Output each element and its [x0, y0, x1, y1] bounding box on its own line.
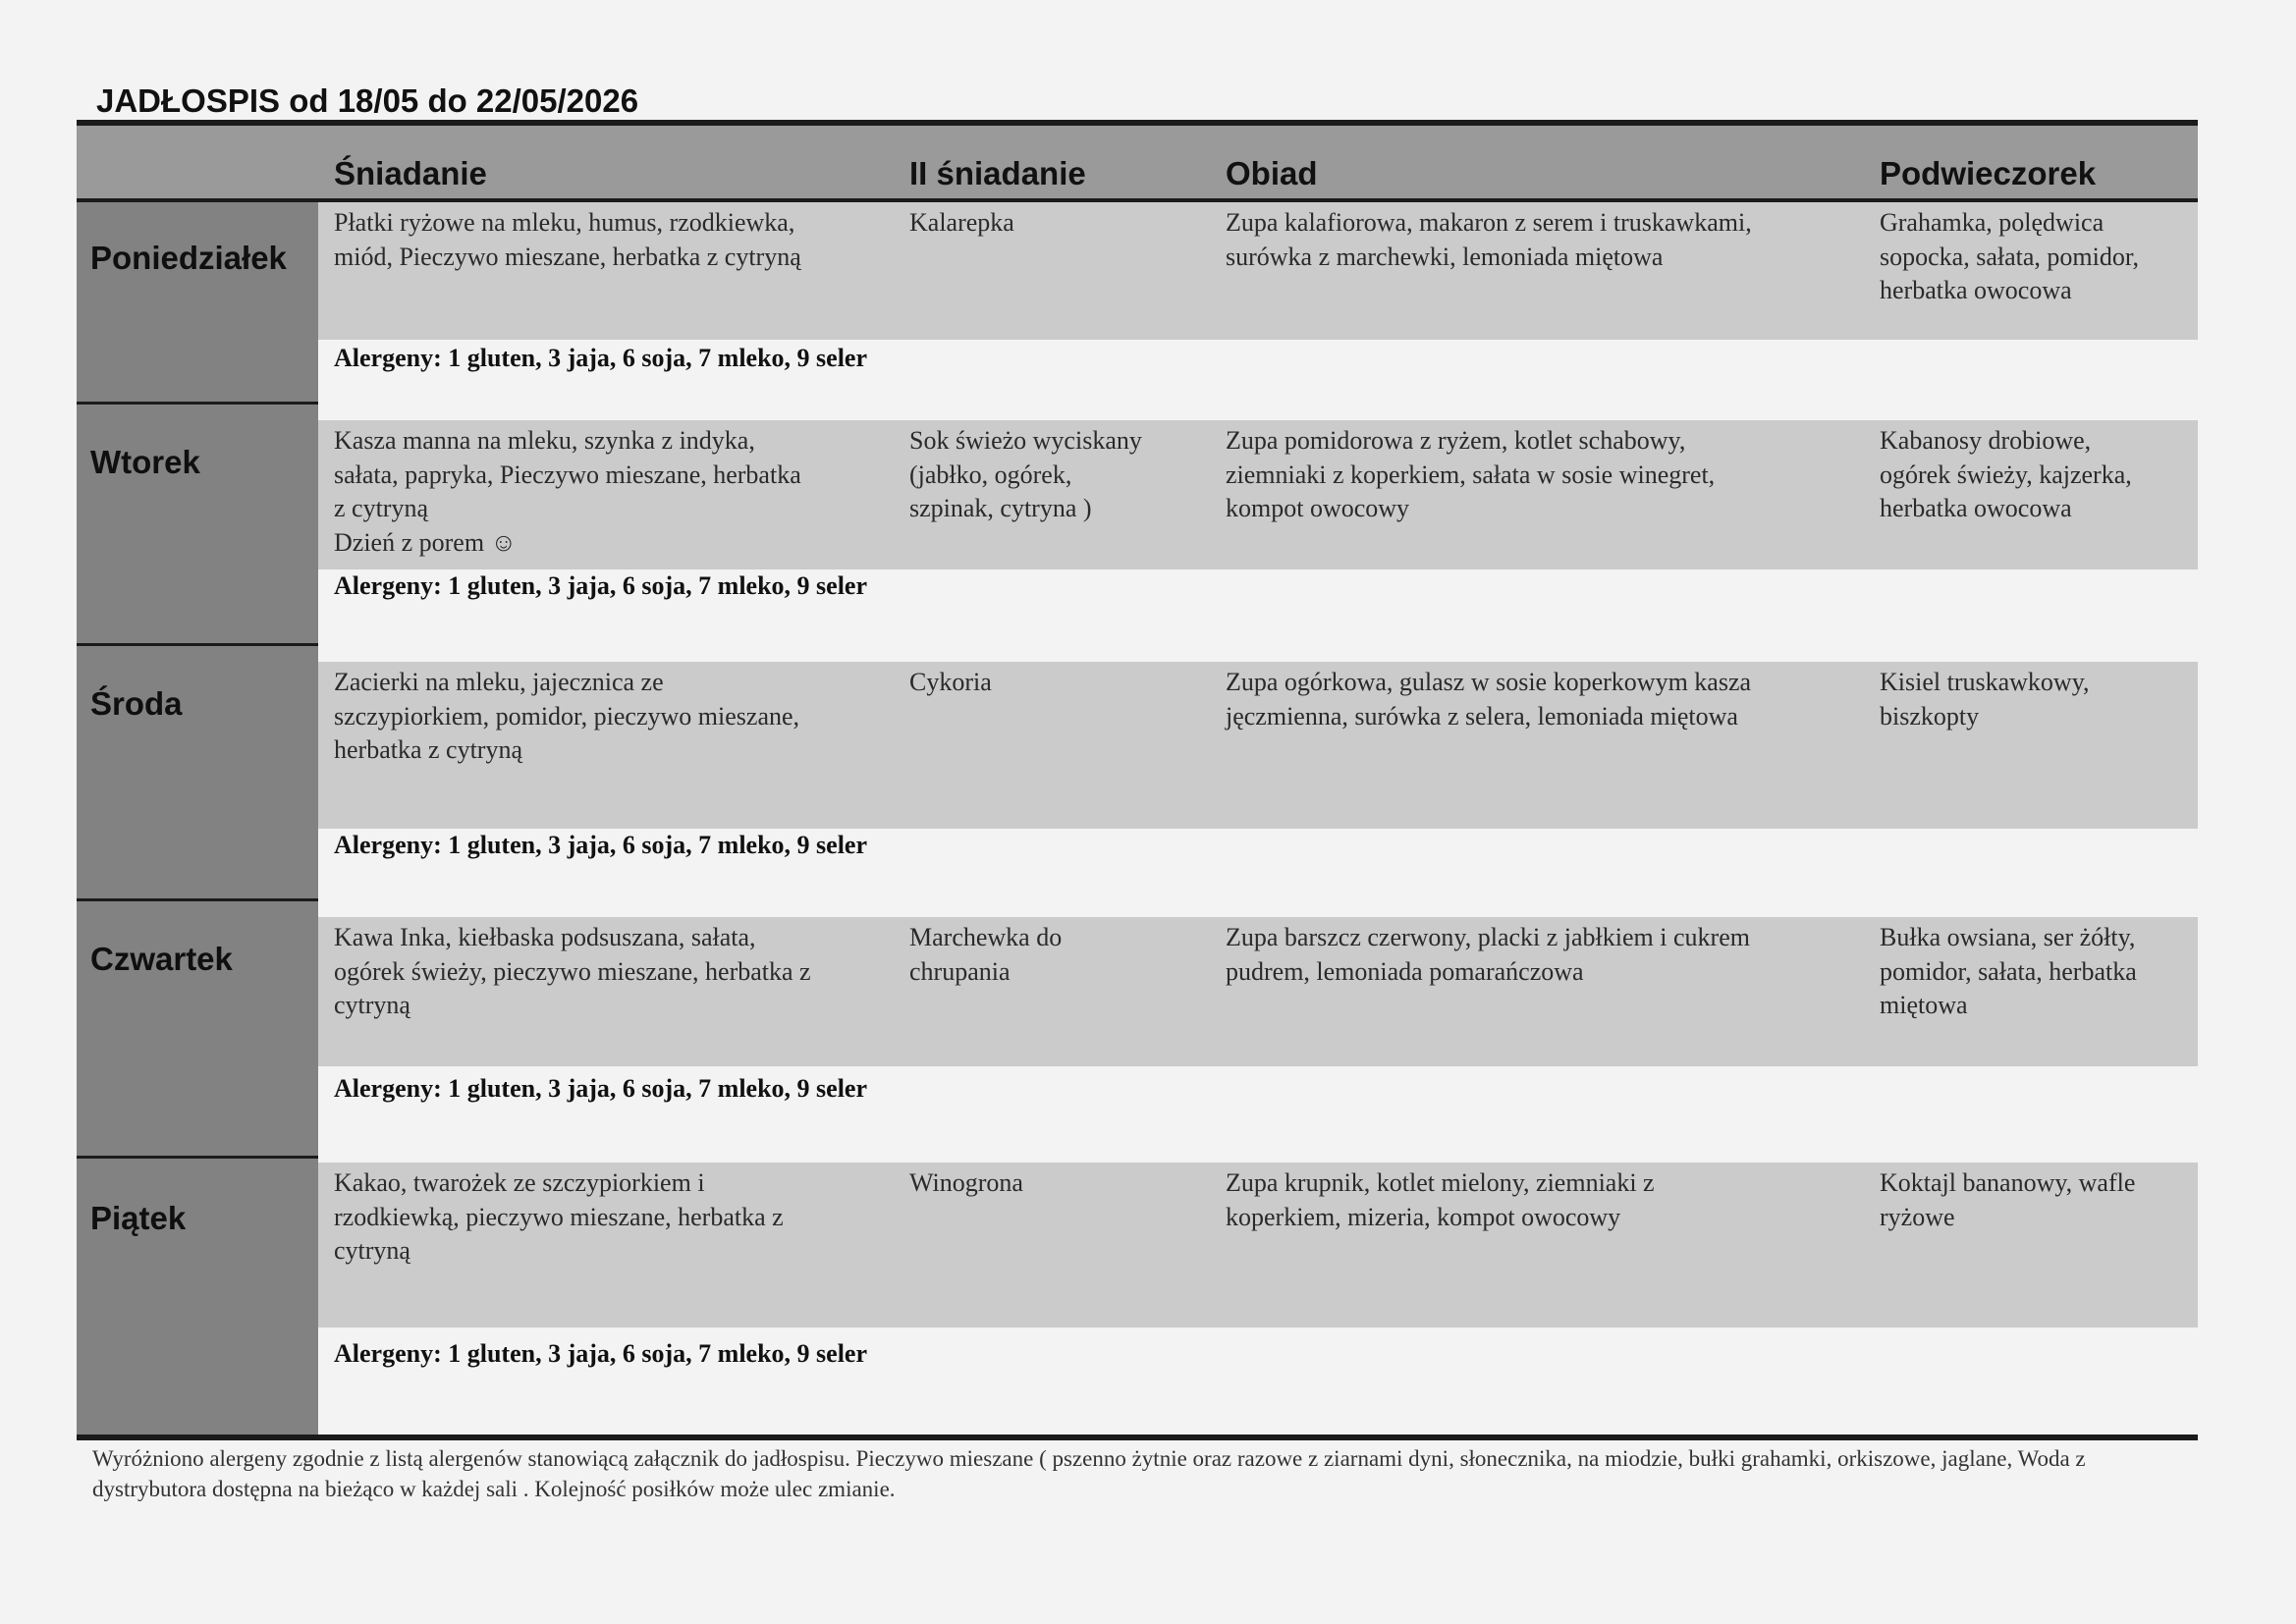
meal-cell-snack: [1880, 424, 2132, 526]
meal-cell-lunch: [1226, 666, 1751, 733]
meal-line: pomidor, sałata, herbatka: [1880, 956, 2137, 986]
header-lunch: Obiad: [1226, 155, 1318, 191]
table-header: [77, 126, 2198, 198]
meal-line: ryżowe: [1880, 1202, 1955, 1231]
meal-line: biszkopty: [1880, 701, 1980, 731]
meal-line: chrupania: [909, 956, 1011, 986]
meal-line: Koktajl bananowy, wafle: [1880, 1168, 2136, 1197]
meal-cell-snack: [1880, 921, 2137, 1023]
meal-line: ziemniaki z koperkiem, sałata w sosie winegret,: [1226, 460, 1716, 489]
menu-table: [77, 120, 2198, 1440]
day-column-cell: [77, 405, 318, 646]
meal-line: kompot owocowy: [1226, 494, 1410, 522]
meal-cell-breakfast: [334, 921, 811, 1023]
meal-line: rzodkiewką, pieczywo mieszane, herbatka z: [334, 1202, 784, 1231]
day-name: Wtorek: [90, 444, 200, 480]
allergen-line: Alergeny: 1 gluten, 3 jaja, 6 soja, 7 mleko, 9 seler: [334, 571, 868, 600]
meal-cell-second-breakfast: [909, 1166, 1023, 1201]
meal-line: pudrem, lemoniada pomarańczowa: [1226, 956, 1584, 986]
meal-cell-second-breakfast: [909, 921, 1062, 989]
meal-line: cytryną: [334, 991, 410, 1019]
meal-line: Sok świeżo wyciskany: [909, 426, 1142, 455]
meal-line: Bułka owsiana, ser żółty,: [1880, 923, 2136, 951]
header-snack: Podwieczorek: [1880, 155, 2097, 191]
meal-cell-lunch: [1226, 1166, 1655, 1234]
day-name: Piątek: [90, 1200, 187, 1236]
day-column-cell: [77, 202, 318, 405]
header-second-breakfast: II śniadanie: [909, 155, 1086, 191]
meal-line: herbatka owocowa: [1880, 494, 2072, 522]
table-bottom-rule: [77, 1435, 2198, 1440]
meal-line: Kisiel truskawkowy,: [1880, 668, 2090, 696]
meal-line: Zupa krupnik, kotlet mielony, ziemniaki z: [1226, 1168, 1655, 1197]
meal-cell-second-breakfast: [909, 424, 1142, 526]
meal-cell-lunch: [1226, 921, 1750, 989]
meal-line: Grahamka, polędwica: [1880, 208, 2105, 237]
meal-line: ogórek świeży, kajzerka,: [1880, 460, 2132, 489]
meal-cell-snack: [1880, 666, 2090, 733]
day-column-cell: [77, 646, 318, 901]
day-name: Środa: [90, 685, 183, 722]
header-breakfast: Śniadanie: [334, 155, 487, 191]
meal-line: z cytryną: [334, 494, 429, 522]
meal-line: Kasza manna na mleku, szynka z indyka,: [334, 426, 755, 455]
allergen-line: Alergeny: 1 gluten, 3 jaja, 6 soja, 7 mleko, 9 seler: [334, 1339, 868, 1368]
meal-cell-breakfast: [334, 1166, 784, 1269]
allergen-line: Alergeny: 1 gluten, 3 jaja, 6 soja, 7 mleko, 9 seler: [334, 344, 868, 372]
allergen-line: Alergeny: 1 gluten, 3 jaja, 6 soja, 7 mleko, 9 seler: [334, 1074, 868, 1103]
meal-line: sopocka, sałata, pomidor,: [1880, 242, 2139, 271]
meal-line: Kabanosy drobiowe,: [1880, 426, 2092, 455]
footer-note: Wyróżniono alergeny zgodnie z listą alergenów stanowiącą załącznik do jadłospisu. Pieczywo mieszane ( pszenno żytnie oraz razowe z ziarnami dyni, słonecznika, na miodzie, bułki grahamki, orkiszowe, jaglane, Woda z dystrybutora dostępna na bieżąco w każdej sali . Kolejność posiłków może ulec zmianie.: [92, 1446, 2086, 1501]
meal-line: Kakao, twarożek ze szczypiorkiem i: [334, 1168, 705, 1197]
meal-line: Winogrona: [909, 1168, 1023, 1197]
meal-line: Kawa Inka, kiełbaska podsuszana, sałata,: [334, 923, 756, 951]
meal-line: herbatka owocowa: [1880, 276, 2072, 304]
meal-cell-second-breakfast: [909, 206, 1014, 241]
meal-line: Zupa pomidorowa z ryżem, kotlet schabowy,: [1226, 426, 1686, 455]
day-name: Czwartek: [90, 941, 233, 977]
meal-line: Zupa ogórkowa, gulasz w sosie koperkowym kasza: [1226, 668, 1752, 696]
allergen-line: Alergeny: 1 gluten, 3 jaja, 6 soja, 7 mleko, 9 seler: [334, 831, 868, 859]
meal-line: Kalarepka: [909, 208, 1014, 237]
meal-cell-second-breakfast: [909, 666, 992, 700]
meal-cell-lunch: [1226, 206, 1752, 274]
meal-cell-breakfast: [334, 666, 799, 768]
meal-line: ogórek świeży, pieczywo mieszane, herbatka z: [334, 956, 811, 986]
meal-line: (jabłko, ogórek,: [909, 460, 1072, 489]
meal-cell-lunch: [1226, 424, 1715, 526]
page-title: JADŁOSPIS od 18/05 do 22/05/2026: [96, 82, 639, 119]
day-name: Poniedziałek: [90, 240, 287, 276]
meal-line: miętowa: [1880, 991, 1968, 1019]
meal-line: Marchewka do: [909, 923, 1063, 951]
meal-line: Zacierki na mleku, jajecznica ze: [334, 668, 664, 696]
meal-line: miód, Pieczywo mieszane, herbatka z cytryną: [334, 242, 801, 271]
meal-cell-breakfast: [334, 206, 801, 274]
meal-cell-snack: [1880, 1166, 2135, 1234]
meal-line: cytryną: [334, 1236, 410, 1265]
meal-cell-snack: [1880, 206, 2139, 308]
meal-line: szpinak, cytryna ): [909, 494, 1092, 522]
meal-line: szczypiorkiem, pomidor, pieczywo mieszane,: [334, 701, 800, 731]
meal-line: sałata, papryka, Pieczywo mieszane, herbatka: [334, 460, 801, 489]
meal-line: herbatka z cytryną: [334, 735, 523, 764]
meal-line: Dzień z porem ☺: [334, 527, 518, 557]
meal-line: Zupa barszcz czerwony, placki z jabłkiem i cukrem: [1226, 923, 1750, 951]
meal-line: Cykoria: [909, 668, 992, 696]
meal-line: jęczmienna, surówka z selera, lemoniada miętowa: [1226, 701, 1738, 731]
meal-line: koperkiem, mizeria, kompot owocowy: [1226, 1202, 1621, 1231]
meal-cell-breakfast: [334, 424, 801, 560]
meal-line: Płatki ryżowe na mleku, humus, rzodkiewka,: [334, 208, 795, 237]
meal-line: surówka z marchewki, lemoniada miętowa: [1226, 242, 1664, 271]
meal-line: Zupa kalafiorowa, makaron z serem i truskawkami,: [1226, 208, 1752, 237]
